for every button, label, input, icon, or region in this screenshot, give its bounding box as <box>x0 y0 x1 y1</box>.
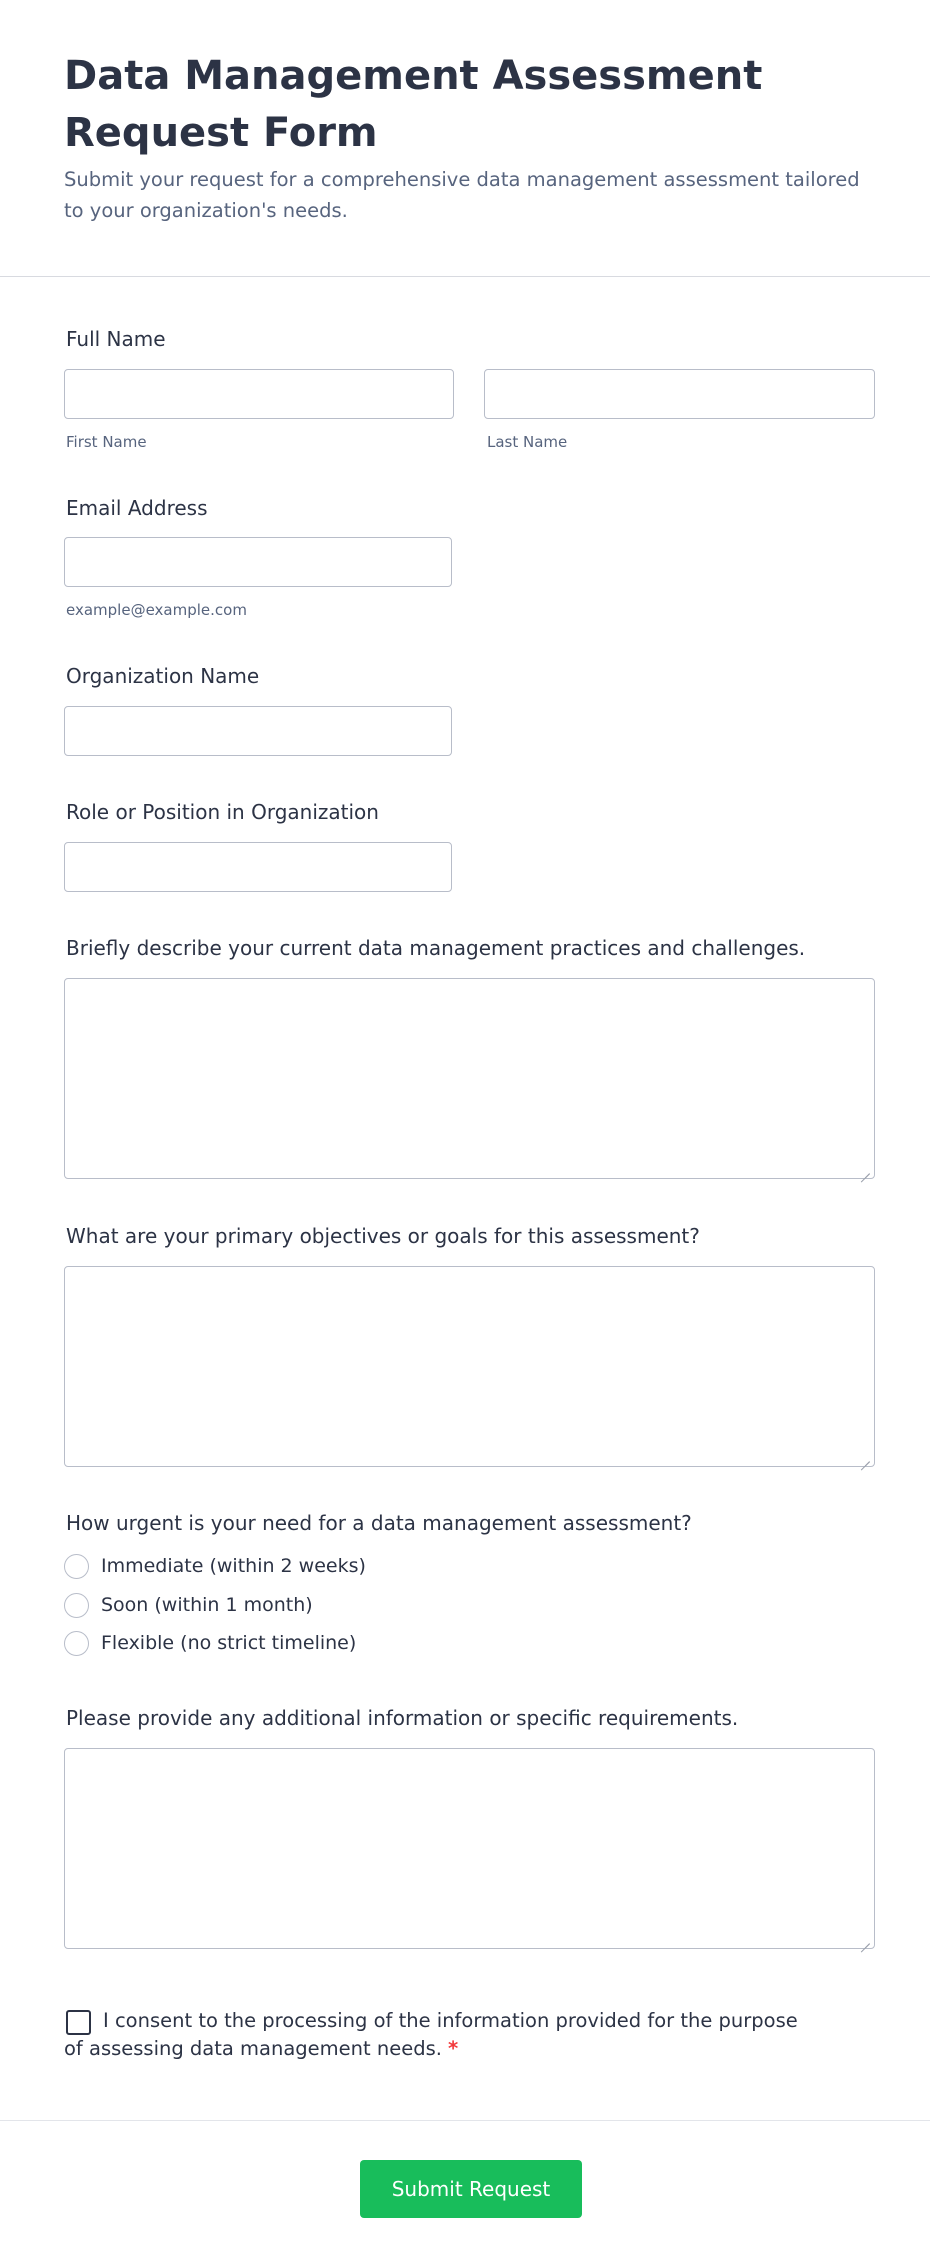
additional-textarea[interactable] <box>64 1748 875 1949</box>
first-name-input[interactable] <box>64 369 454 419</box>
resize-handle-icon[interactable] <box>861 1453 870 1462</box>
radio-button[interactable] <box>64 1554 89 1579</box>
required-asterisk: * <box>447 2037 459 2060</box>
practices-textarea[interactable] <box>64 978 875 1179</box>
role-input[interactable] <box>64 842 452 892</box>
resize-handle-icon[interactable] <box>861 1935 870 1944</box>
consent-text-line-2-label: of assessing data management needs. <box>64 2037 442 2060</box>
consent-text-line-1: I consent to the processing of the information provided for the purpose <box>103 2009 798 2032</box>
submit-request-button[interactable]: Submit Request <box>360 2160 582 2218</box>
role-label: Role or Position in Organization <box>66 800 379 824</box>
urgency-label: How urgent is your need for a data management assessment? <box>66 1511 692 1535</box>
email-label: Email Address <box>66 496 208 520</box>
footer-divider <box>0 2120 930 2121</box>
practices-label: Briefly describe your current data management practices and challenges. <box>66 936 806 960</box>
page-title: Data Management Assessment Request Form <box>64 53 763 156</box>
objectives-textarea[interactable] <box>64 1266 875 1467</box>
additional-label: Please provide any additional information or specific requirements. <box>66 1706 739 1730</box>
last-name-input[interactable] <box>484 369 875 419</box>
last-name-sublabel: Last Name <box>487 433 568 451</box>
urgency-option-label[interactable]: Immediate (within 2 weeks) <box>101 1555 366 1577</box>
urgency-option-label[interactable]: Flexible (no strict timeline) <box>101 1632 357 1654</box>
urgency-option-flexible[interactable] <box>64 1629 564 1657</box>
form-header <box>0 0 930 277</box>
urgency-option-soon[interactable] <box>64 1591 564 1619</box>
urgency-option-immediate[interactable] <box>64 1552 564 1580</box>
consent-text-line-2 <box>64 2035 458 2063</box>
email-sublabel: example@example.com <box>66 601 247 619</box>
organization-label: Organization Name <box>66 664 260 688</box>
urgency-option-label[interactable]: Soon (within 1 month) <box>101 1594 313 1616</box>
full-name-label: Full Name <box>66 327 166 351</box>
email-input[interactable] <box>64 537 452 587</box>
organization-input[interactable] <box>64 706 452 756</box>
objectives-label: What are your primary objectives or goals for this assessment? <box>66 1224 700 1248</box>
radio-button[interactable] <box>64 1631 89 1656</box>
page-subtitle: Submit your request for a comprehensive data management assessment tailored to your organization's needs. <box>64 168 860 222</box>
consent-checkbox[interactable] <box>66 2010 91 2035</box>
radio-button[interactable] <box>64 1593 89 1618</box>
first-name-sublabel: First Name <box>66 433 147 451</box>
resize-handle-icon[interactable] <box>861 1165 870 1174</box>
